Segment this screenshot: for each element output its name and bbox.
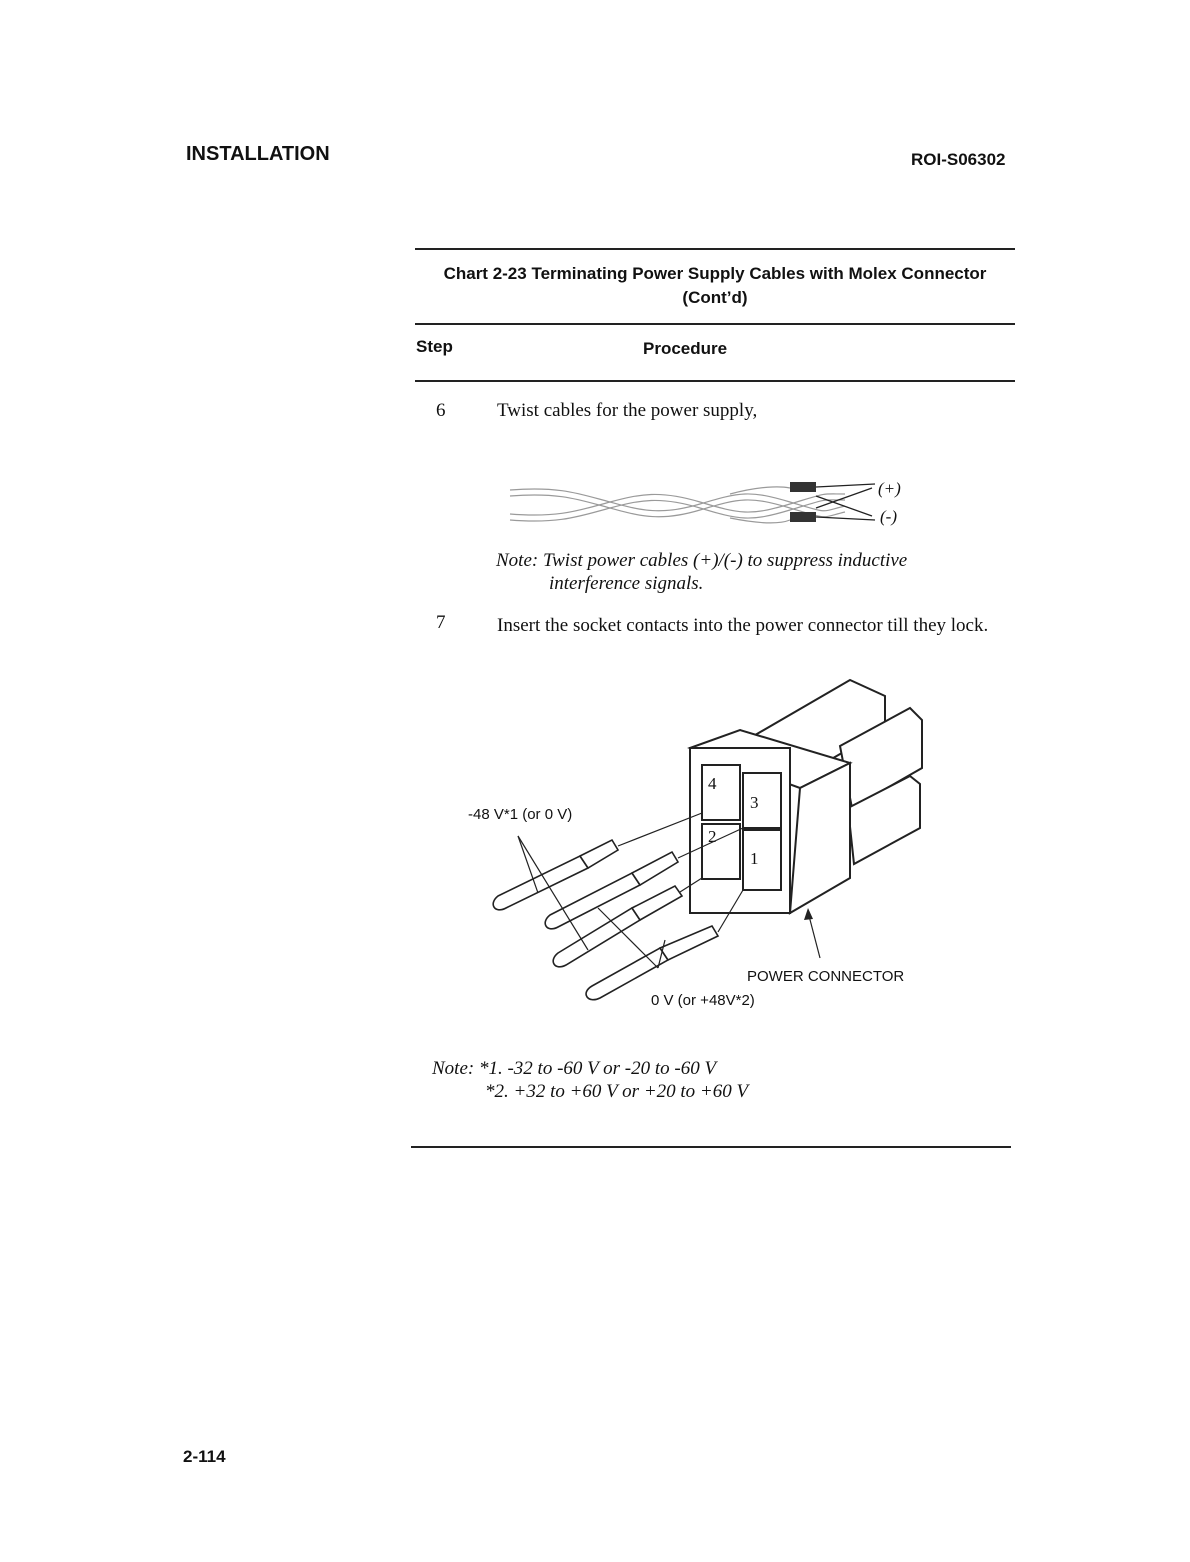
minus-label: (-) [880,507,897,526]
note-prefix: Note: [432,1058,475,1079]
header-top-rule [415,323,1015,325]
power-connector-figure [440,668,960,1028]
header-bottom-rule [415,380,1015,382]
page-number: 2-114 [183,1447,226,1466]
note-line2: interference signals. [549,573,704,594]
twisted-cables-figure [500,472,940,542]
section-title: INSTALLATION [186,143,330,165]
pin-1-label: 1 [750,849,759,868]
note-line1: Twist power cables (+)/(-) to suppress inductive [542,550,908,571]
label-zero-volt: 0 V (or +48V*2) [651,992,755,1009]
table-bottom-rule [411,1146,1011,1148]
step-number: 7 [436,612,446,633]
document-id: ROI-S06302 [911,150,1006,169]
plus-label: (+) [878,479,901,498]
pin-4-label: 4 [708,774,717,793]
chart-title-line1: Chart 2-23 Terminating Power Supply Cables with Molex Connector [443,264,987,283]
label-power-connector: POWER CONNECTOR [747,968,905,985]
pin-3-label: 3 [750,793,759,812]
step-text: Insert the socket contacts into the power connector till they lock. [497,615,989,636]
column-header-procedure: Procedure [643,339,728,358]
column-header-step: Step [416,337,453,356]
note-twist [496,549,907,595]
table-top-rule [415,248,1015,250]
note-line2: *2. +32 to +60 V or +20 to +60 V [485,1081,749,1102]
pin-2-label: 2 [708,827,717,846]
note-voltage [432,1057,748,1103]
label-negative: -48 V*1 (or 0 V) [468,806,573,823]
chart-title [415,262,1015,310]
step-number: 6 [436,400,446,421]
chart-title-line2: (Cont’d) [682,288,748,307]
note-line1: *1. -32 to -60 V or -20 to -60 V [478,1058,717,1079]
note-prefix: Note: [496,550,539,571]
step-text: Twist cables for the power supply, [497,400,758,421]
